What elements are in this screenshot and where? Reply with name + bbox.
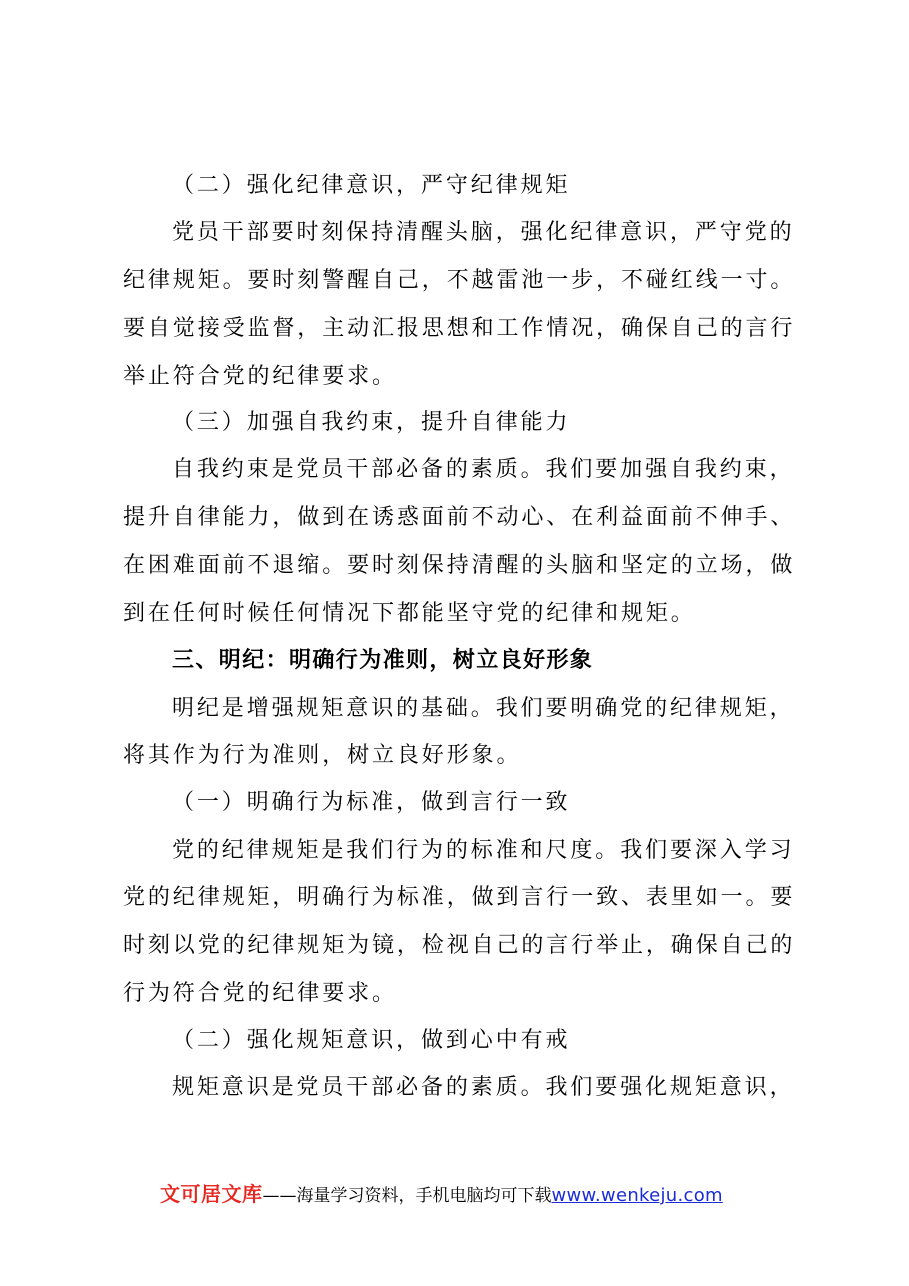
paragraph-line: 党的纪律规矩，明确行为标准，做到言行一致、表里如一。要 [123,885,796,910]
paragraph-line: 到在任何时候任何情况下都能坚守党的纪律和规矩。 [123,601,696,626]
subsection-heading: （一）明确行为标准，做到言行一致 [172,790,571,815]
paragraph-line: 提升自律能力，做到在诱惑面前不动心、在利益面前不伸手、 [123,505,796,530]
subsection-heading: （三）加强自我约束，提升自律能力 [172,410,571,435]
footer-brand: 文可居文库 [160,1182,263,1206]
paragraph-line: 纪律规矩。要时刻警醒自己，不越雷池一步，不碰红线一寸。 [123,268,796,293]
footer-tagline: ——海量学习资料，手机电脑均可下载 [262,1186,552,1206]
paragraph-line: 党的纪律规矩是我们行为的标准和尺度。我们要深入学习 [172,838,795,863]
paragraph-line: 举止符合党的纪律要求。 [123,364,397,389]
footer-url-link[interactable]: www.wenkeju.com [551,1185,723,1206]
subsection-heading: （二）强化规矩意识，做到心中有戒 [172,1028,571,1053]
paragraph-line: 时刻以党的纪律规矩为镜，检视自己的言行举止，确保自己的 [123,933,796,958]
paragraph-line: 将其作为行为准则，树立良好形象。 [123,743,522,768]
footer-banner [160,1184,723,1205]
subsection-heading: （二）强化纪律意识，严守纪律规矩 [172,173,571,198]
paragraph-line: 行为符合党的纪律要求。 [123,981,397,1006]
paragraph-line: 明纪是增强规矩意识的基础。我们要明确党的纪律规矩， [172,696,795,721]
paragraph-line: 规矩意识是党员干部必备的素质。我们要强化规矩意识， [172,1075,795,1100]
paragraph-line: 自我约束是党员干部必备的素质。我们要加强自我约束， [172,457,795,482]
paragraph-line: 要自觉接受监督，主动汇报思想和工作情况，确保自己的言行 [123,316,796,341]
paragraph-line: 党员干部要时刻保持清醒头脑，强化纪律意识，严守党的 [172,220,795,245]
section-heading: 三、明纪：明确行为准则，树立良好形象 [172,648,594,673]
paragraph-line: 在困难面前不退缩。要时刻保持清醒的头脑和坚定的立场，做 [123,553,796,578]
